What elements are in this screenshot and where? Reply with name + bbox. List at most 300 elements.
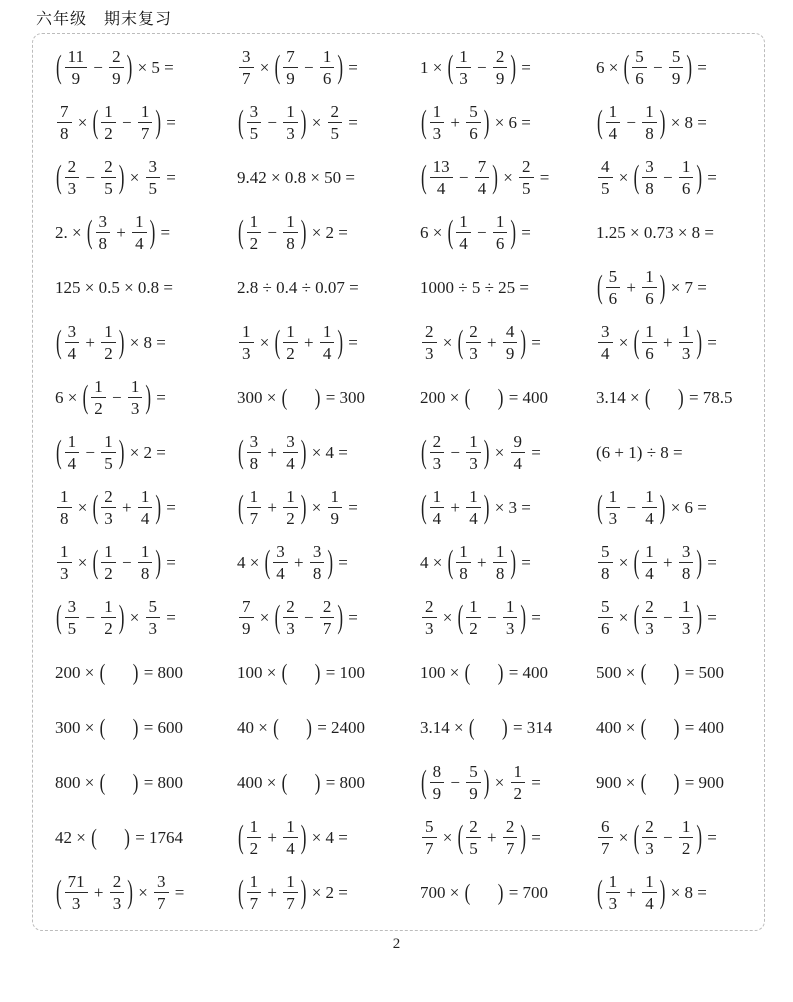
fraction-numerator: 1 bbox=[65, 432, 80, 453]
fraction-numerator: 1 bbox=[239, 322, 254, 343]
stretchy-paren: ( bbox=[597, 268, 603, 305]
fraction-denominator: 7 bbox=[157, 894, 166, 913]
math-text: = 314 bbox=[508, 717, 553, 737]
stretchy-paren: ( bbox=[447, 543, 454, 580]
math-text: = 700 bbox=[504, 882, 549, 902]
fraction-denominator: 8 bbox=[60, 124, 69, 143]
math-text: × bbox=[125, 607, 144, 627]
fraction bbox=[519, 157, 534, 198]
fraction bbox=[154, 872, 169, 913]
math-text: = 400 bbox=[680, 717, 725, 737]
math-problem bbox=[596, 700, 758, 755]
math-text: + bbox=[622, 277, 641, 297]
stretchy-paren: ) bbox=[132, 659, 139, 685]
fraction bbox=[101, 597, 116, 638]
fraction bbox=[456, 47, 471, 88]
math-text: × bbox=[614, 607, 633, 627]
fraction-denominator: 6 bbox=[681, 179, 691, 198]
math-text: − bbox=[622, 497, 641, 517]
stretchy-paren: ( bbox=[640, 659, 647, 685]
math-text: × 5 = bbox=[133, 57, 174, 77]
math-text: = bbox=[693, 57, 707, 77]
fraction-numerator: 1 bbox=[493, 542, 508, 563]
math-text: × bbox=[490, 442, 509, 462]
fraction-numerator: 9 bbox=[511, 432, 526, 453]
stretchy-paren: ( bbox=[92, 543, 99, 580]
fraction-denominator: 6 bbox=[635, 69, 644, 88]
fraction-numerator: 3 bbox=[65, 322, 80, 343]
fraction-numerator: 1 bbox=[247, 817, 262, 838]
fraction bbox=[679, 542, 694, 583]
math-text: × 6 = bbox=[666, 497, 707, 517]
stretchy-paren: ) bbox=[497, 659, 504, 685]
math-text bbox=[647, 773, 673, 793]
math-text: = bbox=[344, 112, 358, 132]
fraction bbox=[679, 597, 694, 638]
fraction-numerator: 1 bbox=[606, 872, 621, 893]
fraction bbox=[598, 322, 613, 363]
fraction-numerator: 3 bbox=[65, 597, 80, 618]
fraction-numerator: 1 bbox=[283, 102, 298, 123]
fraction bbox=[96, 212, 111, 253]
fraction-denominator: 6 bbox=[601, 619, 610, 638]
math-text: × 4 = bbox=[307, 442, 348, 462]
stretchy-paren: ) bbox=[492, 158, 498, 195]
math-text: × bbox=[255, 332, 274, 352]
fraction-denominator: 3 bbox=[432, 124, 442, 143]
fraction-numerator: 1 bbox=[128, 377, 143, 398]
fraction bbox=[247, 102, 262, 143]
stretchy-paren: ( bbox=[281, 384, 288, 410]
fraction-numerator: 1 bbox=[679, 322, 694, 343]
fraction-numerator: 1 bbox=[132, 212, 147, 233]
math-text: × 8 = bbox=[666, 112, 707, 132]
stretchy-paren: ) bbox=[483, 433, 490, 470]
fraction-denominator: 2 bbox=[469, 619, 478, 638]
fraction bbox=[456, 542, 471, 583]
fraction bbox=[109, 47, 124, 88]
math-problem bbox=[420, 755, 596, 810]
stretchy-paren: ) bbox=[483, 488, 490, 525]
stretchy-paren: ) bbox=[659, 873, 666, 910]
fraction-numerator: 5 bbox=[598, 542, 613, 563]
math-text: + bbox=[89, 882, 108, 902]
math-text: = bbox=[527, 332, 541, 352]
math-text: = bbox=[344, 57, 358, 77]
fraction-numerator: 1 bbox=[320, 47, 335, 68]
fraction bbox=[57, 542, 72, 583]
fraction-numerator: 3 bbox=[96, 212, 111, 233]
fraction bbox=[493, 47, 508, 88]
math-text bbox=[647, 663, 673, 683]
fraction bbox=[320, 597, 335, 638]
math-problem bbox=[237, 315, 420, 370]
math-text: = 900 bbox=[680, 772, 725, 792]
fraction-numerator: 2 bbox=[503, 817, 518, 838]
math-text: − bbox=[89, 57, 108, 77]
math-problem bbox=[55, 315, 237, 370]
math-text: 400 × bbox=[596, 717, 640, 737]
fraction bbox=[101, 542, 116, 583]
math-text: + bbox=[289, 552, 308, 572]
math-text: = 600 bbox=[139, 717, 184, 737]
math-text bbox=[471, 388, 497, 408]
fraction bbox=[146, 157, 161, 198]
stretchy-paren: ) bbox=[300, 488, 307, 525]
stretchy-paren: ) bbox=[300, 433, 307, 470]
fraction-numerator: 1 bbox=[642, 102, 657, 123]
math-text: 100 × bbox=[420, 662, 464, 682]
fraction-denominator: 6 bbox=[608, 289, 618, 308]
fraction-denominator: 8 bbox=[98, 234, 108, 253]
math-text: − bbox=[472, 222, 491, 242]
fraction-numerator: 2 bbox=[422, 597, 437, 618]
math-text: 2.8 ÷ 0.4 ÷ 0.07 = bbox=[237, 277, 359, 297]
stretchy-paren: ( bbox=[56, 873, 62, 910]
math-text: × bbox=[614, 827, 633, 847]
fraction-numerator: 5 bbox=[606, 267, 621, 288]
fraction bbox=[132, 212, 147, 253]
fraction-denominator: 3 bbox=[608, 894, 618, 913]
fraction-numerator: 1 bbox=[642, 322, 657, 343]
fraction-denominator: 3 bbox=[148, 619, 158, 638]
fraction-denominator: 3 bbox=[286, 619, 295, 638]
math-problem bbox=[237, 480, 420, 535]
fraction-numerator: 1 bbox=[606, 487, 621, 508]
fraction-denominator: 2 bbox=[104, 124, 113, 143]
math-problem bbox=[596, 865, 758, 920]
stretchy-paren: ) bbox=[696, 158, 703, 195]
math-problem bbox=[55, 590, 237, 645]
fraction-numerator: 3 bbox=[642, 157, 657, 178]
math-problem bbox=[55, 425, 237, 480]
math-text: 900 × bbox=[596, 772, 640, 792]
stretchy-paren: ) bbox=[118, 158, 125, 195]
fraction bbox=[283, 432, 298, 473]
math-problem bbox=[237, 95, 420, 150]
fraction bbox=[273, 542, 288, 583]
math-text bbox=[476, 718, 502, 738]
math-text: 4 × bbox=[237, 552, 264, 572]
fraction bbox=[598, 157, 613, 198]
fraction bbox=[466, 762, 481, 803]
fraction-denominator: 9 bbox=[671, 69, 681, 88]
math-problem bbox=[55, 260, 237, 315]
fraction-numerator: 5 bbox=[466, 102, 481, 123]
math-text: = bbox=[703, 827, 717, 847]
fraction-numerator: 5 bbox=[146, 597, 161, 618]
fraction-numerator: 1 bbox=[503, 597, 518, 618]
fraction bbox=[503, 322, 518, 363]
math-text: − bbox=[117, 112, 136, 132]
fraction-numerator: 1 bbox=[642, 267, 657, 288]
stretchy-paren: ) bbox=[314, 384, 321, 410]
math-problem bbox=[596, 315, 758, 370]
math-text: − bbox=[107, 387, 126, 407]
fraction bbox=[642, 322, 657, 363]
fraction-denominator: 5 bbox=[522, 179, 531, 198]
math-text: × bbox=[73, 497, 92, 517]
fraction-denominator: 4 bbox=[645, 894, 654, 913]
math-text: + bbox=[446, 497, 465, 517]
fraction-denominator: 6 bbox=[322, 69, 332, 88]
fraction bbox=[466, 817, 481, 858]
fraction-numerator: 1 bbox=[456, 542, 471, 563]
fraction bbox=[606, 102, 621, 143]
fraction bbox=[679, 322, 694, 363]
math-problem bbox=[596, 645, 758, 700]
fraction-denominator: 3 bbox=[469, 344, 478, 363]
fraction bbox=[511, 762, 526, 803]
fraction-numerator: 3 bbox=[273, 542, 288, 563]
fraction bbox=[247, 487, 262, 528]
stretchy-paren: ) bbox=[483, 103, 490, 140]
stretchy-paren: ( bbox=[421, 763, 427, 800]
stretchy-paren: ( bbox=[274, 598, 281, 635]
math-text: = bbox=[703, 167, 717, 187]
fraction bbox=[642, 542, 657, 583]
math-problem bbox=[237, 260, 420, 315]
math-text: ÷ 8 = bbox=[642, 442, 683, 462]
fraction-numerator: 71 bbox=[65, 872, 88, 893]
stretchy-paren: ( bbox=[421, 103, 427, 140]
fraction bbox=[65, 47, 87, 88]
math-text: + bbox=[263, 497, 282, 517]
math-text: = 300 bbox=[321, 387, 366, 407]
stretchy-paren: ) bbox=[155, 103, 162, 140]
fraction-denominator: 9 bbox=[330, 509, 340, 528]
math-text: = bbox=[344, 497, 358, 517]
fraction-denominator: 4 bbox=[135, 234, 144, 253]
fraction-denominator: 9 bbox=[71, 69, 81, 88]
math-text: + bbox=[482, 827, 501, 847]
math-text: 6 × bbox=[420, 222, 447, 242]
fraction-numerator: 3 bbox=[154, 872, 169, 893]
stretchy-paren: ) bbox=[337, 323, 344, 360]
fraction-denominator: 5 bbox=[330, 124, 340, 143]
math-text: = 800 bbox=[321, 772, 366, 792]
fraction-numerator: 1 bbox=[57, 487, 72, 508]
fraction-numerator: 5 bbox=[598, 597, 613, 618]
fraction-numerator: 3 bbox=[239, 47, 254, 68]
stretchy-paren: ( bbox=[264, 543, 271, 580]
math-text: = bbox=[162, 112, 176, 132]
fraction-denominator: 3 bbox=[112, 894, 122, 913]
math-text: − bbox=[81, 607, 100, 627]
math-text: − bbox=[658, 167, 677, 187]
math-text: × bbox=[133, 882, 153, 902]
fraction-denominator: 5 bbox=[104, 454, 113, 473]
fraction-denominator: 2 bbox=[104, 619, 113, 638]
stretchy-paren: ( bbox=[274, 323, 281, 360]
stretchy-paren: ( bbox=[597, 488, 603, 525]
fraction bbox=[642, 487, 657, 528]
fraction-denominator: 9 bbox=[112, 69, 121, 88]
stretchy-paren: ) bbox=[659, 103, 666, 140]
stretchy-paren: ) bbox=[520, 818, 527, 855]
stretchy-paren: ( bbox=[91, 824, 97, 850]
fraction bbox=[101, 157, 116, 198]
fraction-denominator: 2 bbox=[104, 564, 113, 583]
math-problem bbox=[237, 425, 420, 480]
stretchy-paren: ) bbox=[132, 769, 139, 795]
fraction bbox=[283, 487, 298, 528]
math-problem bbox=[596, 205, 758, 260]
fraction-numerator: 1 bbox=[606, 102, 621, 123]
stretchy-paren: ( bbox=[457, 598, 464, 635]
stretchy-paren: ( bbox=[92, 488, 99, 525]
fraction-numerator: 3 bbox=[598, 322, 613, 343]
fraction-denominator: 6 bbox=[645, 344, 654, 363]
fraction-denominator: 7 bbox=[322, 619, 332, 638]
fraction bbox=[511, 432, 526, 473]
fraction-numerator: 2 bbox=[430, 432, 445, 453]
stretchy-paren: ) bbox=[696, 543, 703, 580]
math-text: 6 + 1 bbox=[601, 442, 637, 462]
fraction bbox=[632, 47, 647, 88]
fraction-denominator: 7 bbox=[140, 124, 150, 143]
fraction-denominator: 3 bbox=[242, 344, 251, 363]
fraction bbox=[239, 322, 254, 363]
math-problem bbox=[420, 810, 596, 865]
fraction-denominator: 6 bbox=[469, 124, 478, 143]
math-problem bbox=[596, 260, 758, 315]
math-text bbox=[652, 388, 678, 408]
fraction bbox=[57, 487, 72, 528]
math-text: − bbox=[648, 57, 667, 77]
fraction bbox=[422, 817, 437, 858]
stretchy-paren: ( bbox=[464, 659, 471, 685]
fraction bbox=[101, 102, 116, 143]
math-text: − bbox=[263, 112, 282, 132]
fraction-denominator: 8 bbox=[681, 564, 691, 583]
fraction-denominator: 2 bbox=[513, 784, 523, 803]
stretchy-paren: ) bbox=[155, 488, 162, 525]
math-text: = 500 bbox=[680, 662, 725, 682]
fraction-denominator: 7 bbox=[249, 509, 259, 528]
fraction bbox=[65, 322, 80, 363]
math-problem bbox=[420, 205, 596, 260]
math-text: × bbox=[490, 772, 509, 792]
math-text: + bbox=[658, 552, 677, 572]
math-problem bbox=[237, 150, 420, 205]
math-text: 700 × bbox=[420, 882, 464, 902]
fraction-numerator: 3 bbox=[146, 157, 161, 178]
fraction-denominator: 8 bbox=[140, 564, 150, 583]
math-text: + bbox=[622, 882, 641, 902]
math-text: × 6 = bbox=[490, 112, 531, 132]
stretchy-paren: ) bbox=[510, 213, 517, 250]
fraction-denominator: 3 bbox=[645, 839, 654, 858]
math-problem bbox=[596, 425, 758, 480]
fraction bbox=[669, 47, 684, 88]
fraction-numerator: 1 bbox=[642, 542, 657, 563]
math-text bbox=[471, 663, 497, 683]
fraction-numerator: 2 bbox=[493, 47, 508, 68]
math-text: − bbox=[658, 827, 677, 847]
fraction-numerator: 1 bbox=[138, 542, 153, 563]
fraction bbox=[57, 102, 72, 143]
fraction-numerator: 1 bbox=[283, 212, 298, 233]
fraction bbox=[283, 212, 298, 253]
fraction-numerator: 4 bbox=[503, 322, 518, 343]
fraction bbox=[239, 597, 254, 638]
stretchy-paren: ( bbox=[56, 48, 62, 85]
fraction bbox=[101, 322, 116, 363]
fraction-numerator: 3 bbox=[247, 102, 262, 123]
fraction-numerator: 1 bbox=[456, 47, 471, 68]
fraction-numerator: 1 bbox=[679, 597, 694, 618]
fraction-denominator: 3 bbox=[608, 509, 618, 528]
fraction-denominator: 2 bbox=[94, 399, 103, 418]
math-problem bbox=[420, 95, 596, 150]
stretchy-paren: ) bbox=[118, 433, 125, 470]
math-text: × bbox=[614, 332, 633, 352]
fraction-denominator: 4 bbox=[432, 509, 442, 528]
stretchy-paren: ) bbox=[673, 714, 680, 740]
stretchy-paren: ( bbox=[281, 659, 288, 685]
fraction-denominator: 3 bbox=[425, 344, 434, 363]
stretchy-paren: ) bbox=[118, 598, 125, 635]
fraction-numerator: 1 bbox=[679, 157, 694, 178]
stretchy-paren: ) bbox=[510, 543, 517, 580]
fraction-numerator: 5 bbox=[466, 762, 481, 783]
math-text bbox=[288, 663, 314, 683]
math-problem bbox=[237, 535, 420, 590]
math-text bbox=[280, 718, 306, 738]
stretchy-paren: ( bbox=[468, 714, 475, 740]
math-text: × bbox=[438, 827, 457, 847]
math-text: = bbox=[527, 607, 541, 627]
math-text bbox=[98, 828, 124, 848]
stretchy-paren: ) bbox=[659, 488, 666, 525]
math-text: 9.42 × 0.8 × 50 = bbox=[237, 167, 356, 187]
math-problem bbox=[55, 480, 237, 535]
math-problem bbox=[237, 700, 420, 755]
fraction bbox=[466, 102, 481, 143]
fraction-numerator: 3 bbox=[283, 432, 298, 453]
fraction-numerator: 2 bbox=[283, 597, 298, 618]
math-problem bbox=[55, 700, 237, 755]
stretchy-paren: ( bbox=[238, 488, 244, 525]
fraction-numerator: 5 bbox=[632, 47, 647, 68]
fraction bbox=[283, 47, 298, 88]
fraction-numerator: 2 bbox=[466, 322, 481, 343]
math-text: 2. × bbox=[55, 222, 86, 242]
math-text: = bbox=[162, 607, 176, 627]
fraction-denominator: 3 bbox=[71, 894, 81, 913]
math-text: − bbox=[117, 552, 136, 572]
stretchy-paren: ( bbox=[623, 48, 630, 85]
problems-grid bbox=[33, 34, 764, 930]
math-problem bbox=[55, 645, 237, 700]
math-problem bbox=[55, 810, 237, 865]
math-text: 3.14 × bbox=[420, 717, 468, 737]
math-text: − bbox=[658, 607, 677, 627]
math-text: × 3 = bbox=[490, 497, 531, 517]
fraction-denominator: 4 bbox=[140, 509, 150, 528]
math-text: − bbox=[299, 607, 318, 627]
math-text: 40 × bbox=[237, 717, 273, 737]
stretchy-paren: ) bbox=[337, 598, 344, 635]
fraction-denominator: 2 bbox=[286, 344, 295, 363]
stretchy-paren: ( bbox=[238, 873, 244, 910]
stretchy-paren: ( bbox=[457, 818, 464, 855]
fraction bbox=[642, 817, 657, 858]
math-problem bbox=[55, 205, 237, 260]
fraction-denominator: 2 bbox=[249, 839, 259, 858]
stretchy-paren: ) bbox=[300, 818, 307, 855]
